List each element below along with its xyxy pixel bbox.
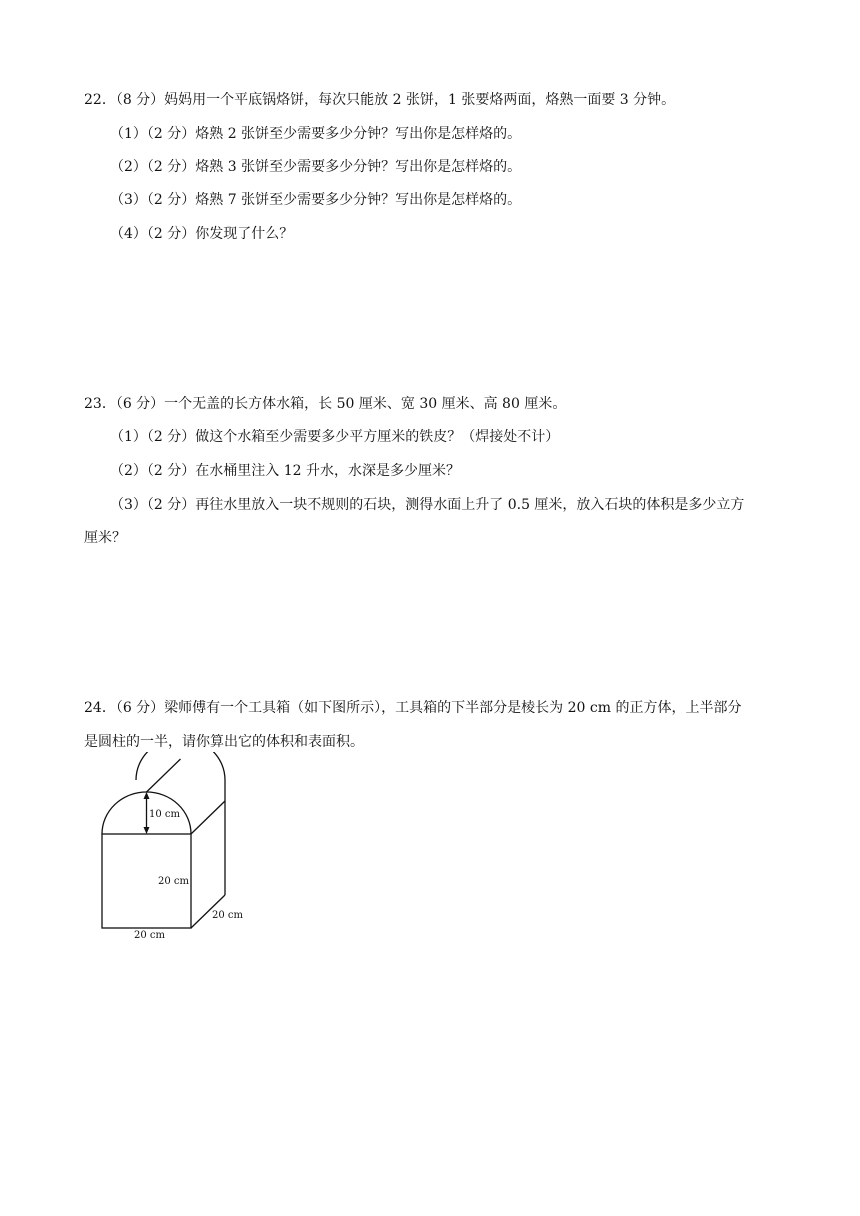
back-semicircle xyxy=(136,752,225,780)
label-depth: 20 cm xyxy=(212,910,243,921)
label-height: 20 cm xyxy=(158,876,189,887)
q22-part-1: （1）（2 分）烙熟 2 张饼至少需要多少分钟？写出你是怎样烙的。 xyxy=(110,126,522,142)
q23-part-3: （3）（2 分）再往水里放入一块不规则的石块，测得水面上升了 0.5 厘米，放入石块的体积是多少立方 xyxy=(110,497,745,513)
top-depth-edge xyxy=(147,759,181,792)
q22-part-3: （3）（2 分）烙熟 7 张饼至少需要多少分钟？写出你是怎样烙的。 xyxy=(110,192,522,208)
arrow-head-up xyxy=(144,792,150,799)
q23-part-3-continued: 厘米？ xyxy=(84,530,126,546)
q24-stem-line-2: 是圆柱的一半，请你算出它的体积和表面积。 xyxy=(84,734,364,750)
label-radius: 10 cm xyxy=(149,809,180,820)
label-width: 20 cm xyxy=(134,930,165,941)
right-top-depth-edge xyxy=(191,801,225,834)
arrow-head-down xyxy=(144,827,150,834)
q22-part-2: （2）（2 分）烙熟 3 张饼至少需要多少分钟？写出你是怎样烙的。 xyxy=(110,159,522,175)
toolbox-figure xyxy=(96,752,256,944)
q23-stem: 23．（6 分）一个无盖的长方体水箱，长 50 厘米、宽 30 厘米、高 80 厘米。 xyxy=(84,396,567,412)
q23-part-1: （1）（2 分）做这个水箱至少需要多少平方厘米的铁皮？（焊接处不计） xyxy=(110,429,560,445)
q23-part-2: （2）（2 分）在水桶里注入 12 升水，水深是多少厘米？ xyxy=(110,463,460,479)
q22-part-4: （4）（2 分）你发现了什么？ xyxy=(110,226,294,242)
q22-stem: 22．（8 分）妈妈用一个平底锅烙饼，每次只能放 2 张饼，1 张要烙两面，烙熟一面要 3 分钟。 xyxy=(84,92,676,108)
q24-stem-line-1: 24．（6 分）梁师傅有一个工具箱（如下图所示），工具箱的下半部分是棱长为 20 cm 的正方体，上半部分 xyxy=(84,700,742,716)
